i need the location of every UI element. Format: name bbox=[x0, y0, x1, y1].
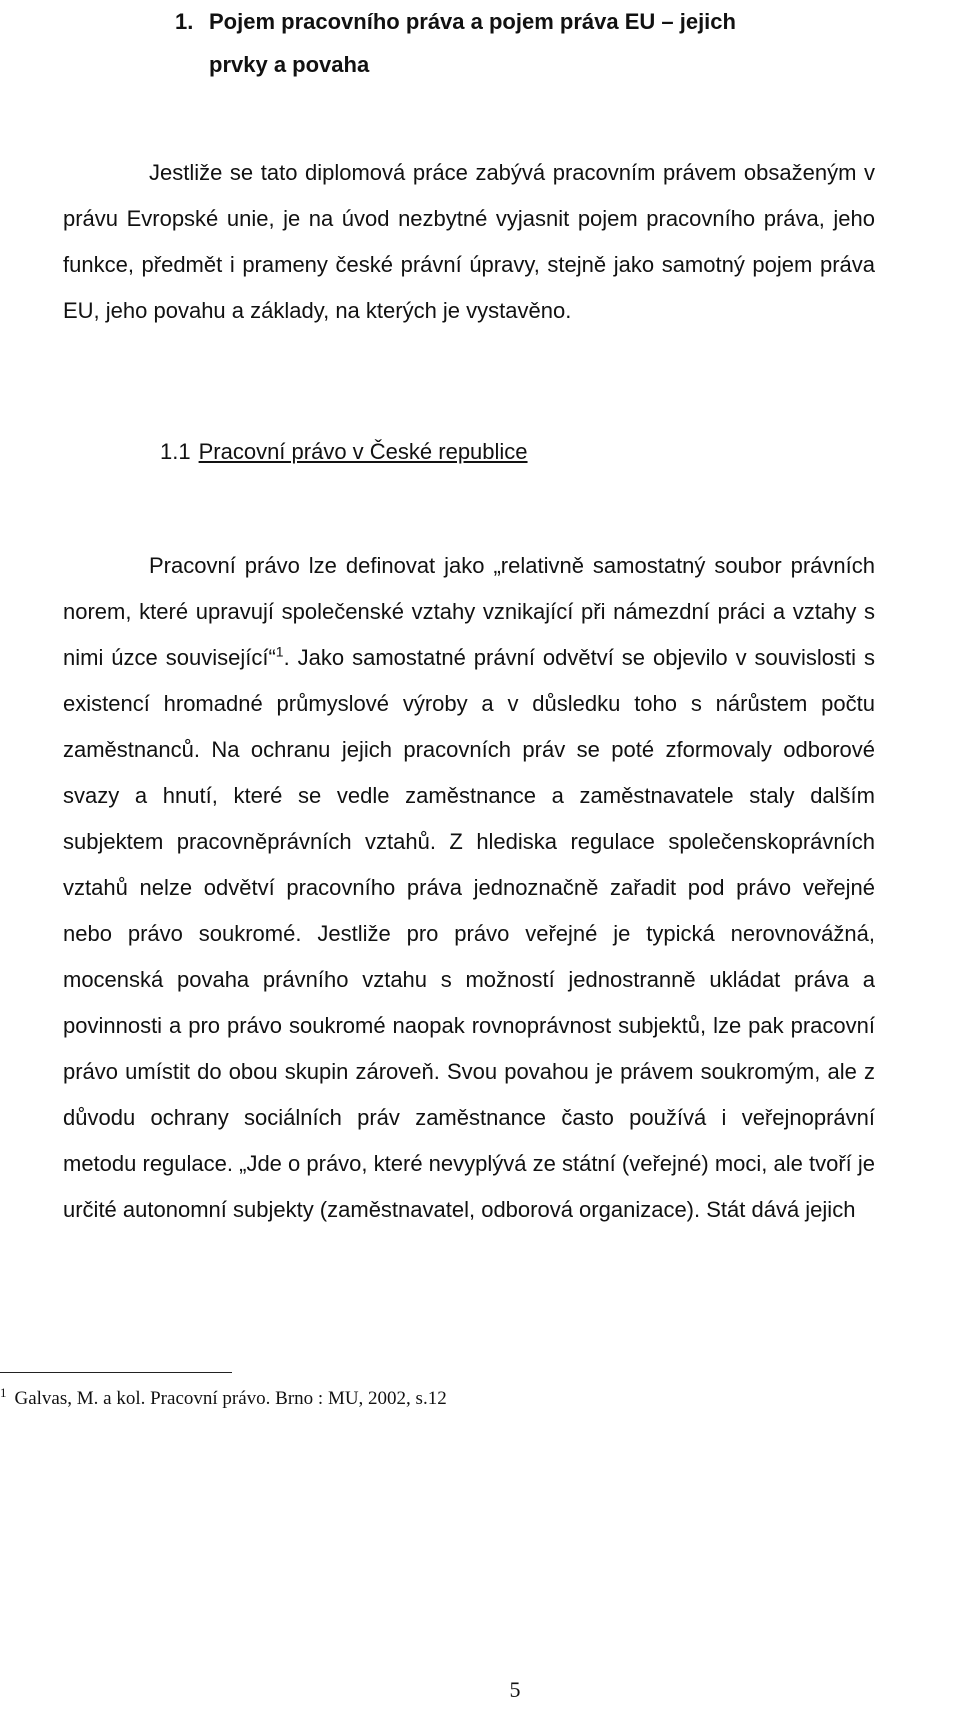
chapter-number: 1. bbox=[175, 9, 194, 34]
page-number: 5 bbox=[509, 1677, 521, 1702]
chapter-heading bbox=[63, 0, 875, 86]
footnote-number: 1 bbox=[0, 1384, 7, 1400]
chapter-title-line2: prvky a povaha bbox=[209, 52, 370, 77]
body-paragraph bbox=[63, 543, 875, 1233]
chapter-title-line1: Pojem pracovního práva a pojem práva EU – jejich bbox=[209, 9, 736, 34]
footnote-divider bbox=[0, 1372, 232, 1373]
intro-paragraph: Jestliže se tato diplomová práce zabývá pracovním právem obsaženým v právu Evropské unie, je na úvod nezbytné vyjasnit pojem pracovního práva, jeho funkce, předmět i prameny české právní úpravy, stejně jako samotný pojem práva EU, jeho povahu a základy, na kterých je vystavěno. bbox=[63, 160, 875, 323]
intro-paragraph-block bbox=[63, 150, 875, 334]
body-text-part2: . Jako samostatné právní odvětví se objevilo v souvislosti s existencí hromadné průmyslové výroby a v důsledku toho s nárůstem počtu zaměstnanců. Na ochranu jejich pracovních práv se poté zformovaly odborové svazy a hnutí, které se vedle zaměstnance a zaměstnavatele staly dalším subjektem pracovněprávních vztahů. Z hlediska regulace společenskoprávních vztahů nelze odvětví pracovního práva jednoznačně zařadit pod právo veřejné nebo právo soukromé. Jestliže pro právo veřejné je typická nerovnovážná, mocenská povaha právního vztahu s možností jednostranně ukládat práva a povinnosti a pro právo soukromé naopak rovnoprávnost subjektů, lze pak pracovní právo umístit do obou skupin zároveň. Svou povahou je právem soukromým, ale z důvodu ochrany sociálních práv zaměstnance často používá i veřejnoprávní metodu regulace. „Jde o právo, které nevyplývá ze státní (veřejné) moci, ale tvoří je určité autonomní subjekty (zaměstnavatel, odborová organizace). Stát dává jejich bbox=[63, 645, 875, 1222]
body-text-part1: Pracovní právo lze definovat jako „relativně samostatný soubor právních norem, které upravují společenské vztahy vznikající při námezdní práci a vztahy s nimi úzce související“ bbox=[63, 553, 875, 670]
footnote bbox=[0, 1384, 900, 1414]
footnote-reference[interactable]: 1 bbox=[275, 643, 284, 660]
section-heading bbox=[160, 432, 528, 472]
section-title: Pracovní právo v České republice bbox=[198, 439, 528, 464]
footnote-text: Galvas, M. a kol. Pracovní právo. Brno : MU, 2002, s.12 bbox=[14, 1388, 447, 1409]
section-number: 1.1 bbox=[160, 439, 191, 464]
